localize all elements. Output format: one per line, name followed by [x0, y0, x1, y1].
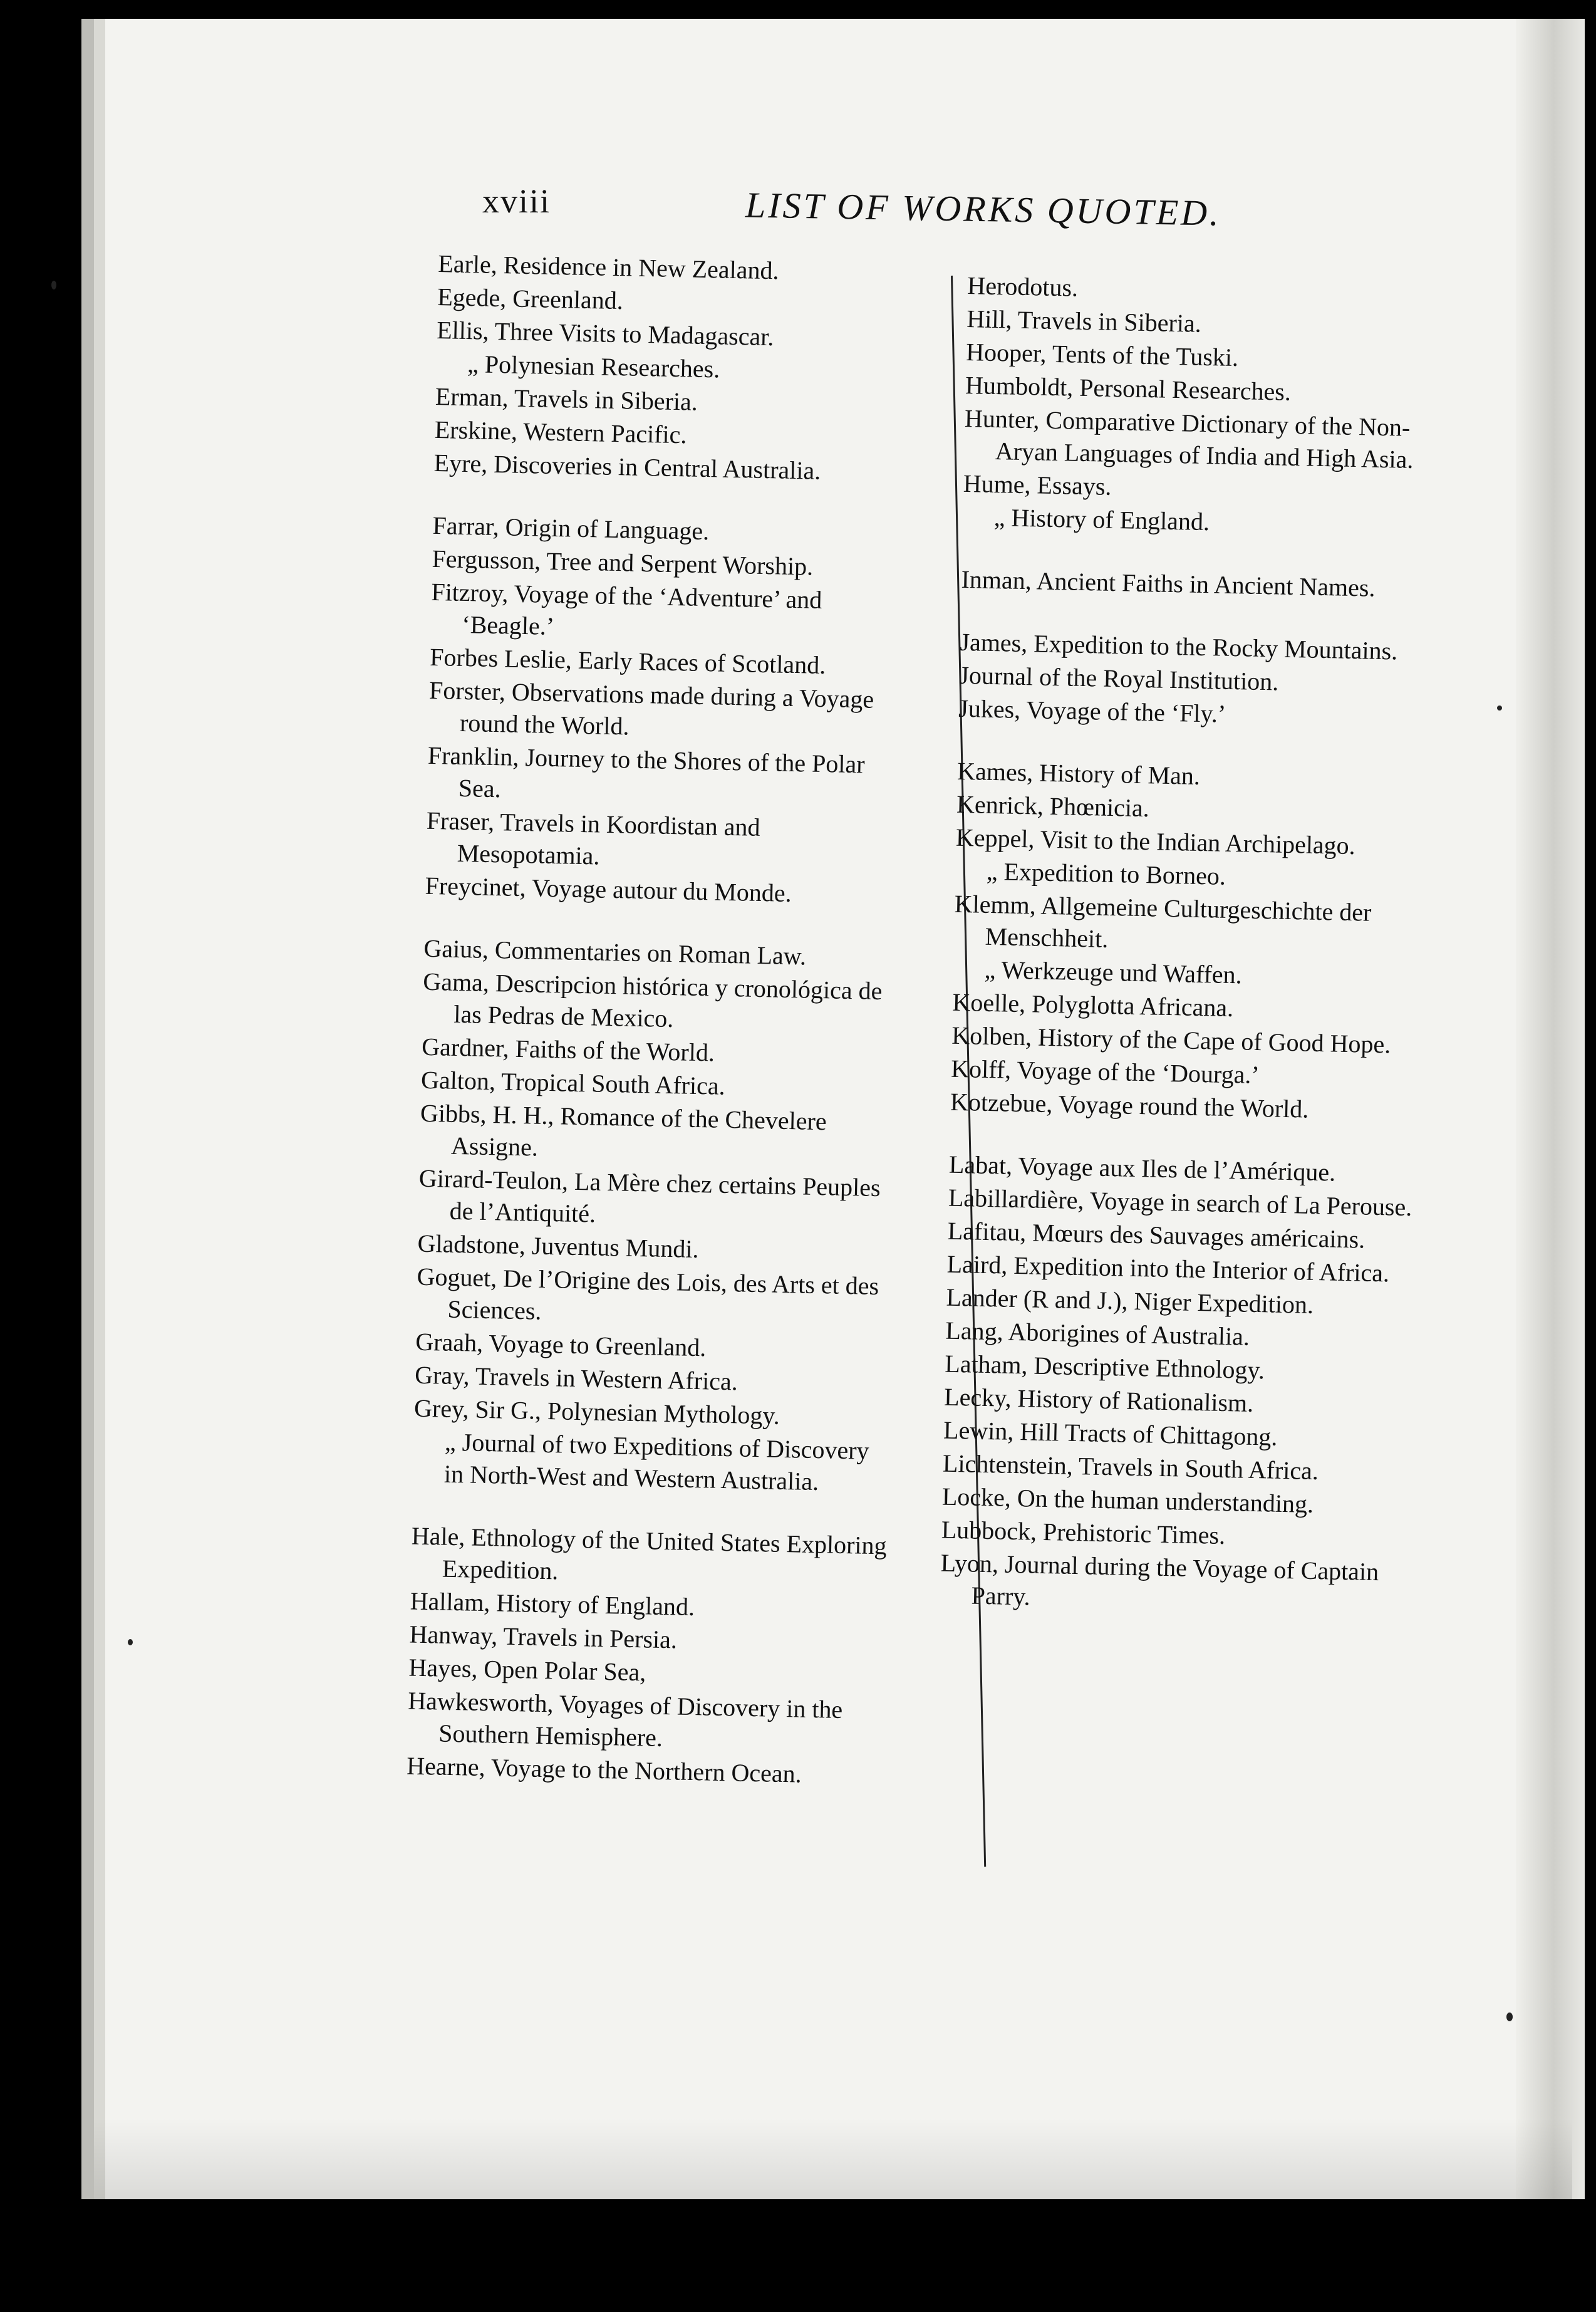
work-entry: Ellis, Three Visits to Madagascar. [436, 315, 774, 351]
work-entry: Earle, Residence in New Zealand. [437, 249, 780, 285]
work-entry: Girard-Teulon, La Mère chez certains Peuples de l’Antiquité. [418, 1164, 881, 1228]
work-entry: Kolff, Voyage of the ‘Dourga.’ [950, 1054, 1260, 1090]
work-entry: Lubbock, Prehistoric Times. [941, 1515, 1226, 1550]
work-entry: Hayes, Open Polar Sea, [408, 1653, 646, 1687]
work-entry: „ Polynesian Researches. [467, 350, 720, 383]
work-entry: Klemm, Allgemeine Culturgeschichte der Menschheit. [954, 889, 1372, 953]
work-entry: Hill, Travels in Siberia. [966, 304, 1202, 338]
ink-speck [128, 1639, 133, 1645]
work-entry: Lander (R and J.), Niger Expedition. [946, 1283, 1314, 1319]
work-entry: Inman, Ancient Faiths in Ancient Names. [961, 565, 1376, 602]
ink-speck [51, 281, 56, 289]
work-entry: Hawkesworth, Voyages of Discovery in the Southern Hemisphere. [407, 1686, 843, 1752]
work-entry: Gladstone, Juventus Mundi. [417, 1229, 699, 1264]
work-entry: Humboldt, Personal Researches. [965, 370, 1292, 406]
work-entry: Farrar, Origin of Language. [432, 511, 710, 546]
page-bottom-shadow [94, 2118, 1572, 2199]
work-entry: Egede, Greenland. [437, 282, 624, 315]
work-entry: Labillardière, Voyage in search of La Perouse. [948, 1183, 1412, 1222]
work-entry: Locke, On the human understanding. [941, 1482, 1314, 1518]
work-entry: Erskine, Western Pacific. [434, 415, 687, 449]
work-entry: Latham, Descriptive Ethnology. [944, 1349, 1265, 1385]
work-entry: Erman, Travels in Siberia. [435, 382, 698, 416]
work-entry: Lafitau, Mœurs des Sauvages américains. [947, 1216, 1365, 1254]
work-entry: Journal of the Royal Institution. [958, 660, 1279, 696]
work-entry: Lewin, Hill Tracts of Chittagong. [943, 1415, 1278, 1451]
work-entry: Graah, Voyage to Greenland. [415, 1327, 707, 1362]
work-entry: Kames, History of Man. [956, 756, 1201, 790]
work-entry: Gama, Descripcion histórica y cronológica de las Pedras de Mexico. [422, 967, 883, 1033]
work-entry: Lecky, History of Rationalism. [943, 1382, 1254, 1417]
work-entry: „ Expedition to Borneo. [986, 857, 1226, 890]
work-entry: Freycinet, Voyage autour du Monde. [425, 871, 792, 908]
work-entry: Franklin, Journey to the Shores of the Polar Sea. [427, 741, 866, 803]
work-entry: Gaius, Commentaries on Roman Law. [423, 934, 807, 971]
work-entry: „ Werkzeuge und Waffen. [984, 955, 1243, 989]
work-entry: Lichtenstein, Travels in South Africa. [942, 1449, 1319, 1486]
work-entry: Kenrick, Phœnicia. [956, 789, 1150, 823]
work-entry: Eyre, Discoveries in Central Australia. [433, 448, 821, 485]
right-column [940, 269, 1444, 1622]
work-entry: Hale, Ethnology of the United States Exploring Expedition. [411, 1521, 887, 1585]
work-entry: Hooper, Tents of the Tuski. [965, 337, 1239, 372]
work-entry: Hunter, Comparative Dictionary of the Non-Aryan Languages of India and High Asia. [964, 404, 1414, 474]
work-entry: Jukes, Voyage of the ‘Fly.’ [958, 694, 1226, 728]
work-entry: Fitzroy, Voyage of the ‘Adventure’ and ‘Beagle.’ [431, 577, 822, 641]
work-entry: Gray, Travels in Western Africa. [414, 1360, 738, 1396]
ink-speck [1497, 706, 1502, 711]
running-head: LIST OF WORKS QUOTED. [745, 184, 1222, 234]
work-entry: Lyon, Journal during the Voyage of Captain Parry. [940, 1548, 1379, 1611]
work-entry: Hearne, Voyage to the Northern Ocean. [406, 1751, 802, 1788]
work-entry: James, Expedition to the Rocky Mountains. [960, 627, 1398, 665]
work-entry: Gibbs, H. H., Romance of the Chevelere Assigne. [420, 1098, 827, 1162]
work-entry: Kotzebue, Voyage round the World. [950, 1087, 1309, 1123]
work-entry: Forbes Leslie, Early Races of Scotland. [429, 642, 826, 680]
work-entry: Laird, Expedition into the Interior of Africa. [946, 1249, 1390, 1288]
ink-speck [1506, 2013, 1513, 2021]
work-entry: Koelle, Polyglotta Africana. [952, 987, 1234, 1023]
work-entry: Hanway, Travels in Persia. [409, 1620, 678, 1654]
work-entry: Keppel, Visit to the Indian Archipelago. [955, 823, 1356, 860]
work-entry: Fergusson, Tree and Serpent Worship. [432, 544, 814, 581]
work-entry: Grey, Sir G., Polynesian Mythology. [413, 1393, 780, 1430]
work-entry: Gardner, Faiths of the World. [421, 1032, 715, 1067]
work-entry: Forster, Observations made during a Voyage round the World. [428, 675, 874, 741]
work-entry: Hume, Essays. [963, 469, 1112, 501]
work-entry: Kolben, History of the Cape of Good Hope. [951, 1021, 1391, 1059]
work-entry: Herodotus. [966, 271, 1079, 302]
gutter-shadow [1516, 19, 1585, 2199]
work-entry: Fraser, Travels in Koordistan and Mesopotamia. [426, 806, 760, 870]
work-entry: „ History of England. [993, 502, 1210, 536]
left-column [407, 247, 915, 1793]
work-entry: Lang, Aborigines of Australia. [945, 1316, 1250, 1351]
work-entry: „ Journal of two Expeditions of Discovery in North-West and Western Australia. [443, 1427, 870, 1496]
work-entry: Labat, Voyage aux Iles de l’Amérique. [948, 1150, 1336, 1187]
work-entry: Goguet, De l’Origine des Lois, des Arts et des Sciences. [417, 1262, 879, 1325]
work-entry: Hallam, History of England. [410, 1586, 695, 1622]
work-entry: Galton, Tropical South Africa. [420, 1065, 726, 1100]
page-number: xviii [482, 182, 551, 220]
